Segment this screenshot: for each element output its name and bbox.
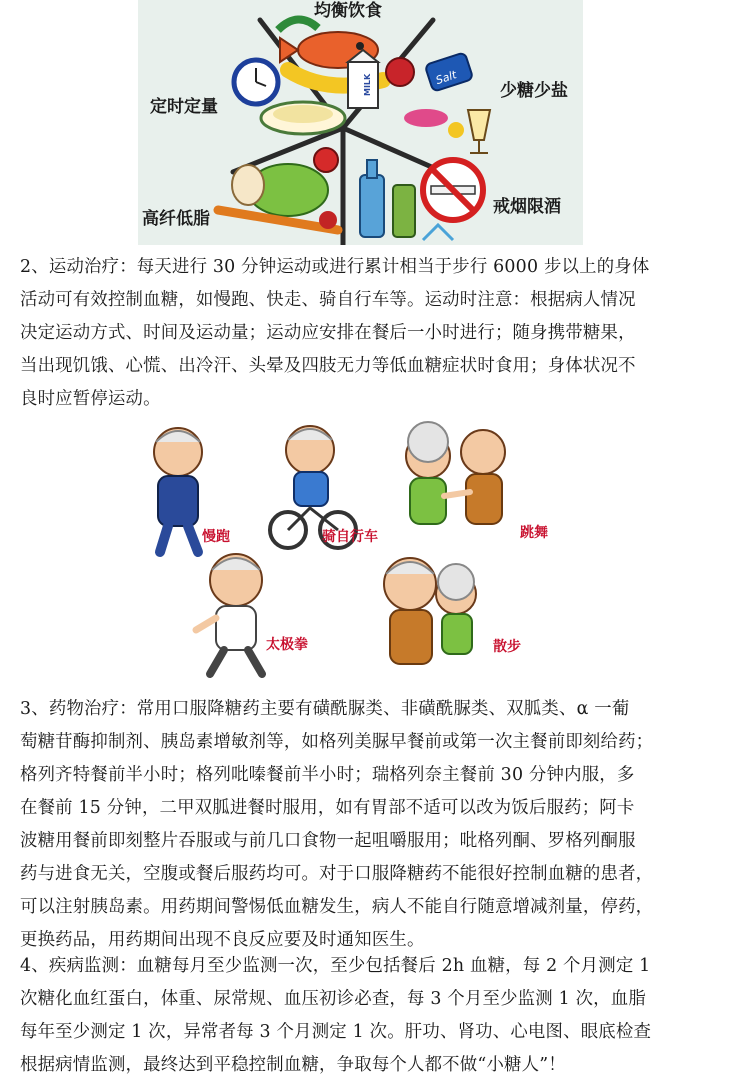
paragraph-line: 更换药品，用药期间出现不良反应要及时通知医生。 [20, 930, 425, 950]
paragraph-line: 次糖化血红蛋白，体重、尿常规、血压初诊必查，每 3 个月至少监测 1 次，血脂 [20, 989, 646, 1009]
diet-label-high-fiber: 高纤低脂 [142, 209, 210, 229]
disease-monitoring-paragraph [20, 950, 720, 1082]
exercise-label-bike: 骑自行车 [322, 529, 378, 545]
paragraph-line: 可以注射胰岛素。用药期间警惕低血糖发生，病人不能自行随意增减剂量，停药， [20, 897, 654, 917]
diet-label-balanced: 均衡饮食 [314, 1, 382, 21]
exercise-therapy-paragraph [20, 251, 720, 416]
taichi-figure [196, 554, 262, 674]
walking-figures [384, 558, 476, 664]
diet-label-no-smoking: 戒烟限酒 [493, 197, 561, 217]
paragraph-line: 决定运动方式、时间及运动量；运动应安排在餐后一小时进行；随身携带糖果， [20, 323, 636, 343]
diet-label-timed: 定时定量 [150, 97, 218, 117]
paragraph-line: 当出现饥饿、心慌、出冷汗、头晕及四肢无力等低血糖症状时食用；身体状况不 [20, 356, 636, 376]
salt-shaker-text: Salt [434, 68, 459, 88]
paragraph-line: 活动可有效控制血糖，如慢跑、快走、骑自行车等。运动时注意：根据病人情况 [20, 290, 636, 310]
milk-carton-text: MILK [363, 73, 372, 96]
jogging-figure [154, 428, 202, 552]
paragraph-line: 2、运动治疗：每天进行 30 分钟运动或进行累计相当于步行 6000 步以上的身体 [20, 257, 650, 277]
exercise-label-walk: 散步 [493, 639, 521, 655]
paragraph-line: 根据病情监测，最终达到平稳控制血糖，争取每个人都不做“小糖人”！ [20, 1055, 566, 1075]
paragraph-line: 波糖用餐前即刻整片吞服或与前几口食物一起咀嚼服用；吡格列酮、罗格列酮服 [20, 831, 636, 851]
balanced-diet-illustration [138, 0, 583, 245]
medication-therapy-paragraph [20, 693, 720, 957]
paragraph-line: 良时应暂停运动。 [20, 389, 161, 409]
paragraph-line: 萄糖苷酶抑制剂、胰岛素增敏剂等，如格列美脲早餐前或第一次主餐前即刻给药； [20, 732, 654, 752]
diet-label-low-sugar-salt: 少糖少盐 [500, 81, 568, 101]
paragraph-line: 4、疾病监测：血糖每月至少监测一次，至少包括餐后 2h 血糖，每 2 个月测定 1 [20, 956, 651, 976]
paragraph-line: 3、药物治疗：常用口服降糖药主要有磺酰脲类、非磺酰脲类、双胍类、α 一葡 [20, 699, 630, 719]
exercise-label-jog: 慢跑 [202, 529, 230, 545]
dancing-figures [406, 422, 505, 524]
exercise-label-dance: 跳舞 [520, 525, 548, 541]
paragraph-line: 在餐前 15 分钟，二甲双胍进餐时服用，如有胃部不适可以改为饭后服药；阿卡 [20, 798, 635, 818]
paragraph-line: 格列齐特餐前半小时；格列吡嗪餐前半小时；瑞格列奈主餐前 30 分钟内服，多 [20, 765, 635, 785]
paragraph-line: 每年至少测定 1 次，异常者每 3 个月测定 1 次。肝功、肾功、心电图、眼底检查 [20, 1022, 652, 1042]
exercise-label-taichi: 太极拳 [266, 637, 308, 653]
paragraph-line: 药与进食无关，空腹或餐后服药均可。对于口服降糖药不能很好控制血糖的患者， [20, 864, 654, 884]
exercise-illustration [138, 412, 588, 682]
